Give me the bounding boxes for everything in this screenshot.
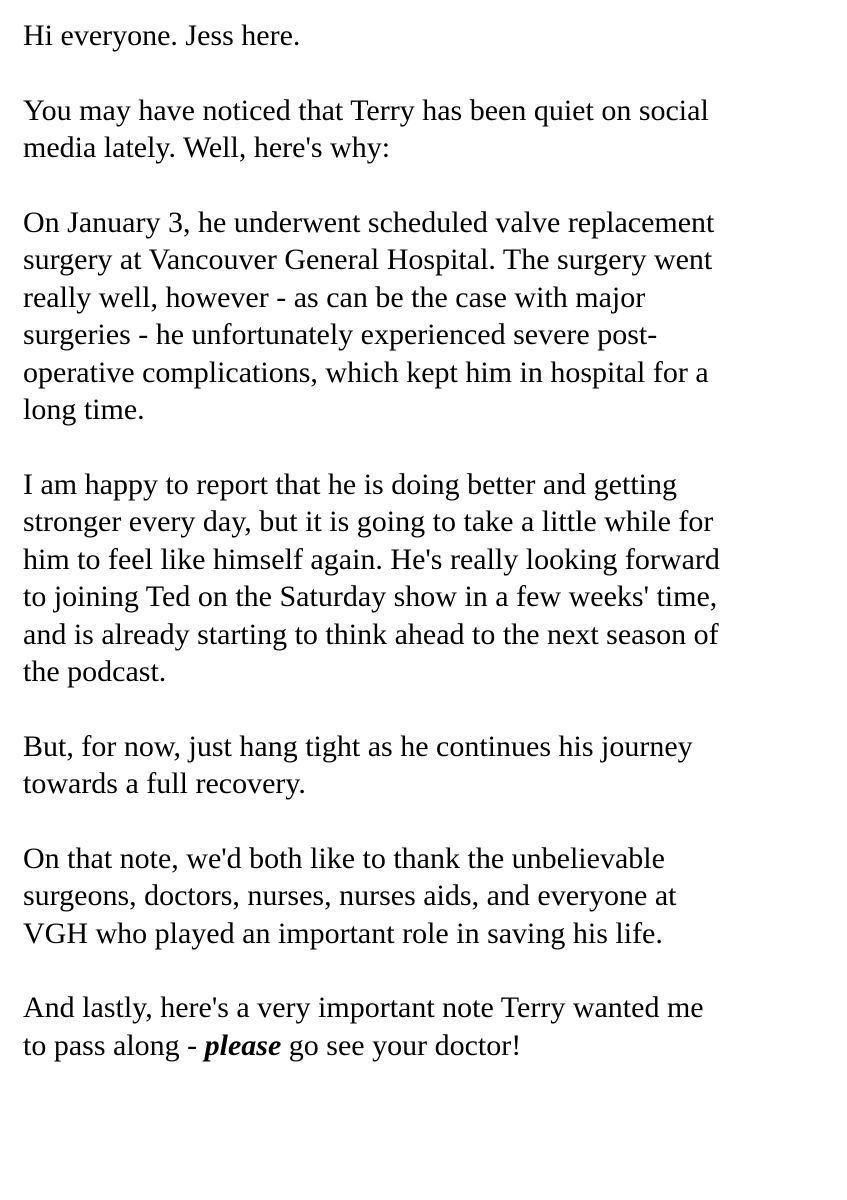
text-segment: go see your doctor! [281,1028,522,1062]
text-line: On January 3, he underwent scheduled valve replacement [23,205,715,239]
text-line: VGH who played an important role in saving his life. [23,916,663,950]
paragraph-hang-tight [23,728,833,803]
paragraph-greeting [23,17,833,55]
text-line: the podcast. [23,655,167,688]
text-line: to joining Ted on the Saturday show in a few weeks' time, [23,580,718,613]
text-line: stronger every day, but it is going to take a little while for [23,505,714,538]
document-body [23,17,833,1064]
text-line: I am happy to report that he is doing better and getting [23,467,677,501]
text-line: really well, however - as can be the case with major [23,280,646,314]
text-line: You may have noticed that Terry has been quiet on social [23,93,709,127]
text-line: And lastly, here's a very important note Terry wanted me [23,991,704,1024]
text-line: long time. [23,393,145,426]
text-line: surgery at Vancouver General Hospital. The surgery went [23,243,713,276]
text-line: On that note, we'd both like to thank the unbelievable [23,841,665,875]
text-segment: to pass along - [23,1028,205,1062]
text-line: media lately. Well, here's why: [23,131,391,164]
paragraph-surgery [23,204,833,429]
emphasized-word: please [204,1028,282,1062]
text-line: and is already starting to think ahead to the next season of [23,617,719,651]
paragraph-quiet-on-social [23,92,833,167]
paragraph-thanks [23,840,833,953]
text-line: surgeons, doctors, nurses, nurses aids, and everyone at [23,879,677,912]
text-line: surgeries - he unfortunately experienced severe post- [23,318,658,351]
paragraph-recovery-update [23,466,833,691]
text-line: But, for now, just hang tight as he continues his journey [23,729,693,763]
text-line-with-emphasis [23,1027,833,1065]
text-line: operative complications, which kept him in hospital for a [23,355,709,389]
text-line: him to feel like himself again. He's really looking forward [23,542,720,576]
text-line: Hi everyone. Jess here. [23,19,301,52]
text-line: towards a full recovery. [23,767,306,800]
paragraph-closing-note [23,989,833,1064]
